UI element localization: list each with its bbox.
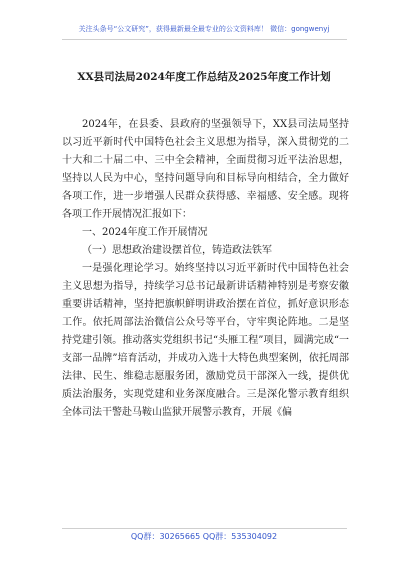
- intro-paragraph: 2024年，在县委、县政府的坚强领导下，XX县司法局坚持以习近平新时代中国特色社会主义思想为指导，深入贯彻党的二十大和二十届二中、三中全会精神，全面贯彻习近平法治思想，坚持以人民为中心，坚持问题导向和目标导向相结合，全力做好各项工作，进一步增强人民群众获得感、幸福感、安全感。现将各项工作开展情况汇报如下：: [62, 119, 349, 220]
- body-paragraph: 一是强化理论学习。始终坚持以习近平新时代中国特色社会主义思想为指导，持续学习总书记最新讲话精神特别是考察安徽重要讲话精神，坚持把旗帜鲜明讲政治摆在首位，抓好意识形态工作。依托周部法治微信公众号等平台，守牢舆论阵地。二是坚持党建引领。推动落实党组织书记“头雁工程”项目，圆满完成“一支部一品牌”培育活动，并成功入选十大特色典型案例，依托周部法律、民生、维稳志愿服务团，激励党员干部深入一线，提供优质法治服务，实现党建和业务深度融合。三是深化警示教育组织全体司法干警赴马鞍山监狱开展警示教育，开展《偏: [62, 263, 349, 418]
- section-heading: 一、2024年度工作开展情况: [82, 227, 208, 238]
- document-title: XX县司法局2024年度工作总结及2025年度工作计划: [77, 71, 331, 83]
- promo-banner: 关注头条号“公文研究”，获得最新最全最专业的公文资料库！ 微信：gongwenyj: [78, 25, 330, 33]
- document-body: [62, 116, 349, 422]
- subsection-heading: （一）思想政治建设摆首位，铸造政法铁军: [82, 245, 272, 256]
- footer-divider: [62, 528, 347, 529]
- header-divider: [62, 39, 347, 40]
- footer-contact: QQ群：30265665 QQ群：535304092: [130, 532, 278, 541]
